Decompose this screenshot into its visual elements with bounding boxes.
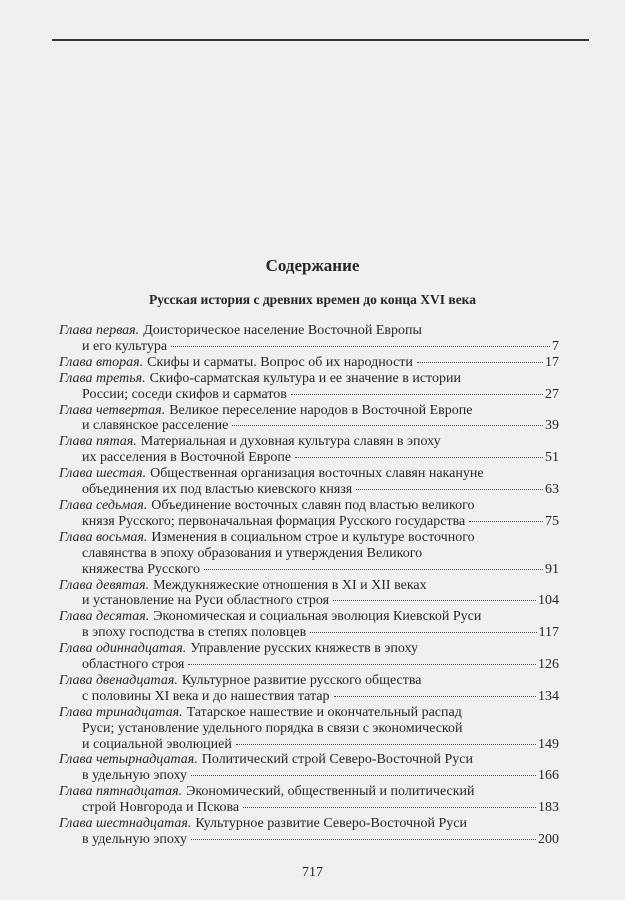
table-of-contents <box>59 323 559 848</box>
toc-line <box>59 371 559 387</box>
chapter-page-number: 104 <box>538 593 559 609</box>
dot-leader <box>333 600 536 601</box>
toc-line <box>59 641 559 657</box>
toc-line <box>59 387 559 403</box>
toc-line <box>59 721 559 737</box>
chapter-title-text: княжества Русского <box>82 561 200 577</box>
chapter-label: Глава восьмая. <box>59 529 148 545</box>
toc-line <box>59 800 559 816</box>
chapter-label: Глава первая. <box>59 323 140 338</box>
chapter-page-number: 91 <box>545 561 559 577</box>
toc-line <box>59 339 559 355</box>
toc-entry <box>59 673 559 705</box>
toc-line <box>59 737 559 753</box>
dot-leader <box>243 807 536 808</box>
chapter-title-text: и его культура <box>82 338 168 354</box>
dot-leader <box>171 346 550 347</box>
chapter-label: Глава шестая. <box>59 466 147 482</box>
toc-line <box>59 657 559 673</box>
chapter-title-text: и установление на Руси областного строя <box>82 593 330 609</box>
chapter-page-number: 27 <box>545 386 559 402</box>
dot-leader <box>295 457 543 458</box>
chapter-title-text: объединения их под властью киевского князя <box>82 482 353 498</box>
chapter-title-text: в эпоху господства в степях половцев <box>82 625 307 641</box>
header-rule <box>52 39 589 41</box>
toc-entry <box>59 816 559 848</box>
toc-entry <box>59 578 559 610</box>
chapter-title-text: и социальной эволюцией <box>82 736 232 752</box>
toc-line <box>59 705 559 721</box>
chapter-title-text: их расселения в Восточной Европе <box>82 450 292 466</box>
chapter-title-text: Материальная и духовная культура славян в эпоху <box>140 434 441 450</box>
chapter-title-text: Скифы и сарматы. Вопрос об их народности <box>147 354 413 370</box>
chapter-label: Глава четырнадцатая. <box>59 752 198 768</box>
chapter-label: Глава десятая. <box>59 609 150 625</box>
chapter-page-number: 200 <box>538 832 559 847</box>
toc-entry <box>59 371 559 403</box>
chapter-page-number: 17 <box>545 354 559 370</box>
chapter-page-number: 149 <box>538 736 559 752</box>
page-title: Содержание <box>265 256 360 275</box>
dot-leader <box>188 664 536 665</box>
toc-entry <box>59 434 559 466</box>
chapter-label: Глава шестнадцатая. <box>59 816 192 832</box>
toc-line <box>59 418 559 434</box>
chapter-title-text: строй Новгорода и Пскова <box>82 800 240 816</box>
chapter-label: Глава двенадцатая. <box>59 672 178 688</box>
chapter-title-text: Общественная организация восточных славян накануне <box>150 466 484 482</box>
toc-line <box>59 625 559 641</box>
dot-leader <box>310 632 536 633</box>
chapter-title-text: Политический строй Северо-Восточной Руси <box>201 752 473 768</box>
chapter-title-text: Доисторическое население Восточной Европы <box>143 323 422 338</box>
toc-line <box>59 673 559 689</box>
toc-line <box>59 482 559 498</box>
toc-line <box>59 609 559 625</box>
chapter-page-number: 7 <box>552 338 559 354</box>
chapter-title-text: Изменения в социальном строе и культуре восточного <box>151 529 475 545</box>
chapter-page-number: 63 <box>545 482 559 498</box>
toc-line <box>59 768 559 784</box>
toc-line <box>59 434 559 450</box>
chapter-page-number: 126 <box>538 657 559 673</box>
dot-leader <box>334 696 536 697</box>
toc-entry <box>59 403 559 435</box>
chapter-title-text: Управление русских княжеств в эпоху <box>190 641 419 657</box>
toc-entry <box>59 705 559 753</box>
chapter-title-text: Скифо-сарматская культура и ее значение в истории <box>149 370 461 386</box>
dot-leader <box>356 489 543 490</box>
toc-line <box>59 689 559 705</box>
chapter-page-number: 117 <box>538 625 559 641</box>
toc-entry <box>59 466 559 498</box>
toc-line <box>59 752 559 768</box>
dot-leader <box>191 775 536 776</box>
chapter-page-number: 183 <box>538 800 559 816</box>
toc-entry <box>59 641 559 673</box>
toc-line <box>59 593 559 609</box>
toc-line <box>59 784 559 800</box>
toc-line <box>59 323 559 339</box>
chapter-title-text: славянства в эпоху образования и утверждения Великого <box>82 545 423 561</box>
chapter-title-text: России; соседи скифов и сарматов <box>82 386 287 402</box>
toc-line <box>59 514 559 530</box>
toc-entry <box>59 355 559 371</box>
toc-entry <box>59 323 559 355</box>
toc-line <box>59 498 559 514</box>
chapter-title-text: областного строя <box>82 657 185 673</box>
dot-leader <box>236 744 536 745</box>
dot-leader <box>469 521 543 522</box>
toc-entry <box>59 784 559 816</box>
toc-entry <box>59 609 559 641</box>
chapter-title-text: Экономическая и социальная эволюция Киевской Руси <box>153 609 482 625</box>
chapter-label: Глава одиннадцатая. <box>59 641 187 657</box>
chapter-title-text: Культурное развитие Северо-Восточной Руси <box>195 816 467 832</box>
chapter-title-text: с половины XI века и до нашествия татар <box>82 688 330 704</box>
chapter-title-text: в удельную эпоху <box>82 832 188 847</box>
chapter-title-text: князя Русского; первоначальная формация Русского государства <box>82 513 466 529</box>
toc-entry <box>59 530 559 578</box>
toc-line <box>59 466 559 482</box>
dot-leader <box>204 569 543 570</box>
chapter-title-text: Междукняжеские отношения в XI и XII веках <box>153 577 427 593</box>
chapter-page-number: 75 <box>545 513 559 529</box>
chapter-title-text: Руси; установление удельного порядка в связи с экономической <box>82 720 463 736</box>
chapter-label: Глава пятая. <box>59 434 137 450</box>
dot-leader <box>291 394 543 395</box>
chapter-page-number: 166 <box>538 768 559 784</box>
chapter-page-number: 134 <box>538 688 559 704</box>
toc-entry <box>59 498 559 530</box>
chapter-title-text: Культурное развитие русского общества <box>181 672 422 688</box>
toc-line <box>59 562 559 578</box>
dot-leader <box>191 839 536 840</box>
toc-line <box>59 355 559 371</box>
chapter-label: Глава третья. <box>59 370 146 386</box>
chapter-page-number: 51 <box>545 450 559 466</box>
chapter-title-text: в удельную эпоху <box>82 768 188 784</box>
chapter-label: Глава четвертая. <box>59 402 166 418</box>
toc-line <box>59 816 559 832</box>
toc-line <box>59 450 559 466</box>
toc-line <box>59 832 559 848</box>
chapter-label: Глава пятнадцатая. <box>59 784 183 800</box>
chapter-label: Глава вторая. <box>59 354 144 370</box>
chapter-label: Глава девятая. <box>59 577 150 593</box>
chapter-page-number: 39 <box>545 418 559 434</box>
toc-entry <box>59 752 559 784</box>
chapter-title-text: Великое переселение народов в Восточной Европе <box>169 402 473 418</box>
toc-line <box>59 530 559 546</box>
chapter-label: Глава тринадцатая. <box>59 704 183 720</box>
chapter-title-text: Экономический, общественный и политический <box>186 784 475 800</box>
toc-line <box>59 403 559 419</box>
page-number: 717 <box>302 865 323 880</box>
chapter-title-text: и славянское расселение <box>82 418 229 434</box>
chapter-title-text: Объединение восточных славян под властью великого <box>151 497 475 513</box>
section-title: Русская история с древних времен до конца XVI века <box>148 292 477 307</box>
dot-leader <box>232 425 543 426</box>
dot-leader <box>417 362 543 363</box>
toc-line <box>59 578 559 594</box>
chapter-label: Глава седьмая. <box>59 497 148 513</box>
toc-line <box>59 546 559 562</box>
chapter-title-text: Татарское нашествие и окончательный распад <box>186 704 462 720</box>
